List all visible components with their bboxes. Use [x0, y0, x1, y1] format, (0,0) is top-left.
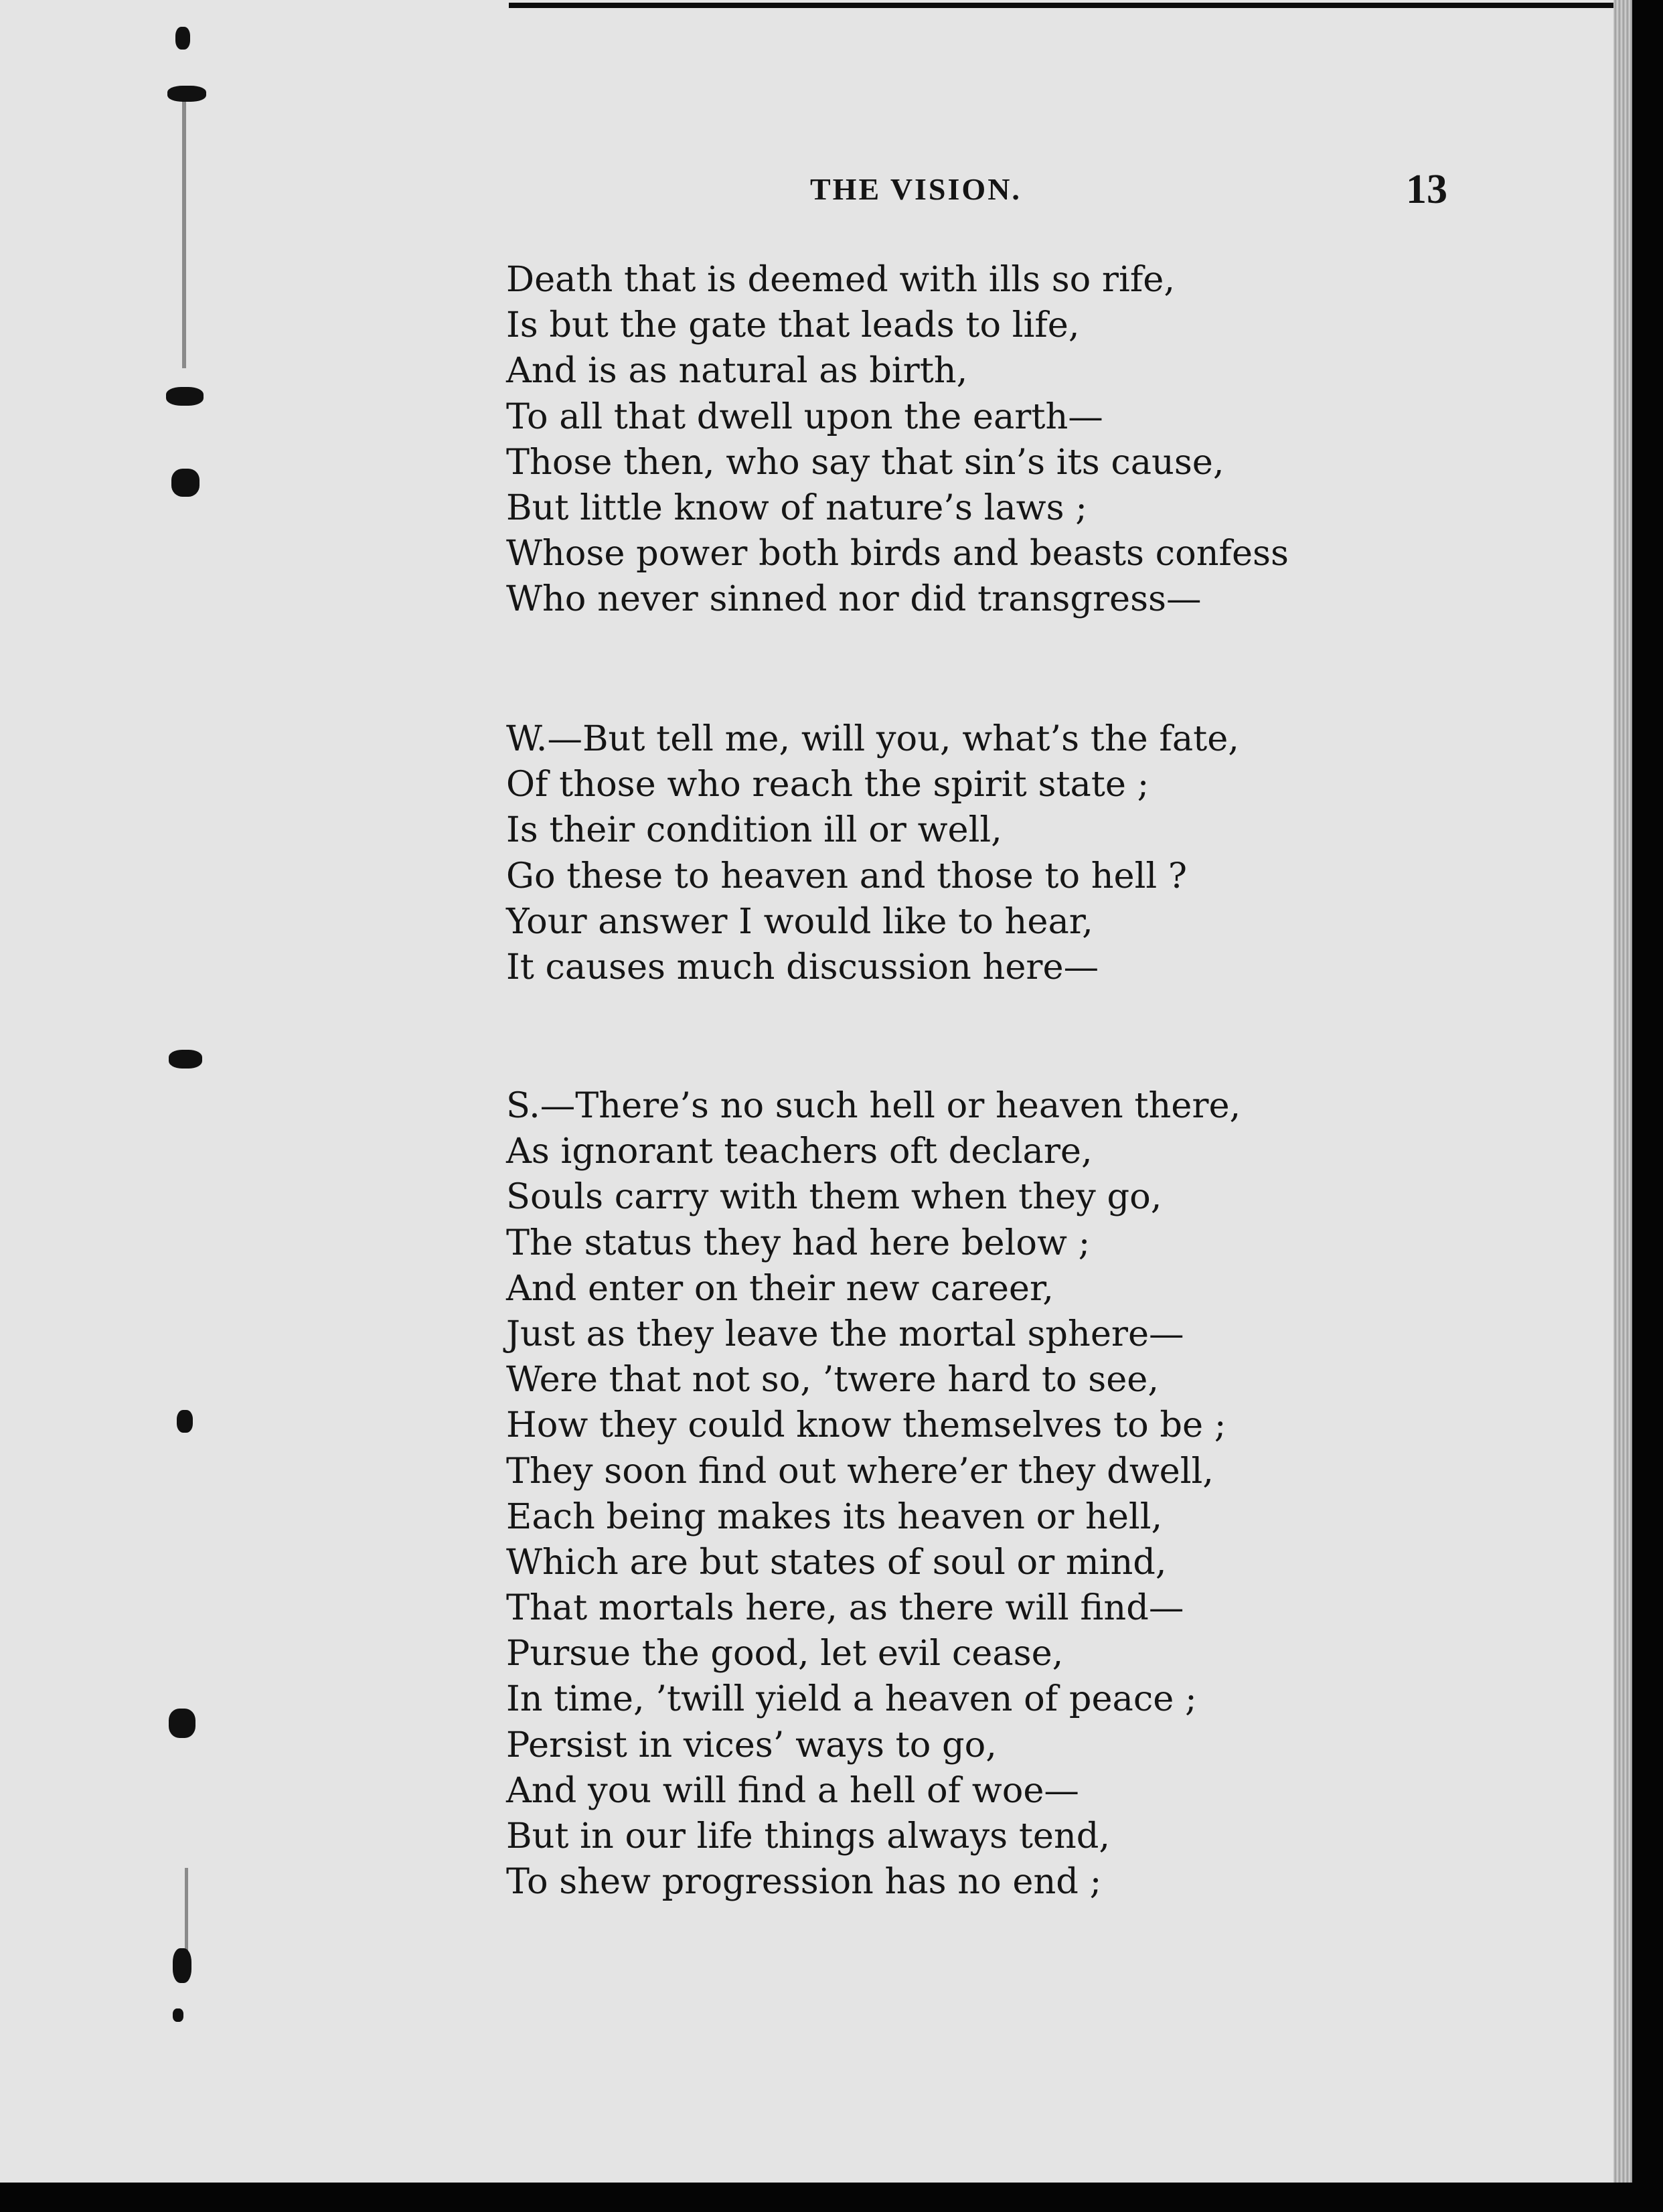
stanza — [506, 1083, 1241, 1905]
verse-line: Were that not so, ’twere hard to see, — [506, 1359, 1160, 1401]
binding-stitch-mark — [169, 1050, 202, 1069]
verse-line: To shew progression has no end ; — [506, 1861, 1102, 1903]
verse-line: In time, ’twill yield a heaven of peace ; — [506, 1678, 1197, 1720]
verse-line: That mortals here, as there will find— — [506, 1587, 1184, 1629]
binding-stitch-mark — [167, 86, 206, 102]
verse-line: Whose power both birds and beasts confess — [506, 533, 1289, 574]
verse-line: But in our life things always tend, — [506, 1816, 1111, 1856]
binding-stitch-mark — [173, 2008, 183, 2022]
stanza — [506, 257, 1289, 623]
binding-stitch-mark — [169, 1709, 195, 1738]
verse-line: How they could know themselves to be ; — [506, 1405, 1226, 1446]
verse-line: Of those who reach the spirit state ; — [506, 764, 1150, 805]
verse-line: Persist in vices’ ways to go, — [506, 1724, 997, 1765]
verse-line: Death that is deemed with ills so rife, — [506, 259, 1176, 300]
verse-line: Which are but states of soul or mind, — [506, 1541, 1167, 1583]
verse-line: And enter on their new career, — [506, 1267, 1054, 1309]
verse-line: Just as they leave the mortal sphere— — [506, 1313, 1184, 1354]
verse-line: Your answer I would like to hear, — [506, 900, 1093, 942]
page-number: 13 — [1406, 167, 1447, 212]
verse-line: Is but the gate that leads to life, — [506, 305, 1080, 346]
verse-line: And is as natural as birth, — [506, 350, 968, 392]
verse-line: It causes much discussion here— — [506, 946, 1099, 988]
verse-line: But little know of nature’s laws ; — [506, 487, 1087, 528]
scan-border-right — [1632, 0, 1663, 2212]
verse-line: And you will find a hell of woe— — [506, 1769, 1079, 1811]
verse-line: S.—There’s no such hell or heaven there, — [506, 1085, 1241, 1126]
binding-crease — [182, 100, 186, 368]
verse-line: Go these to heaven and those to hell ? — [506, 855, 1188, 896]
verse-line: They soon find out where’er they dwell, — [506, 1450, 1214, 1492]
running-head: THE VISION. — [810, 172, 1022, 206]
verse-line: As ignorant teachers oft declare, — [506, 1131, 1093, 1172]
binding-stitch-mark — [177, 1410, 193, 1433]
scan-border-bottom — [0, 2183, 1663, 2212]
binding-stitch-mark — [173, 1948, 191, 1983]
verse-line: Souls carry with them when they go, — [506, 1176, 1162, 1218]
top-edge-rule — [509, 3, 1663, 8]
verse-line: Each being makes its heaven or hell, — [506, 1496, 1163, 1537]
verse-line: The status they had here below ; — [506, 1222, 1091, 1263]
binding-crease — [185, 1868, 188, 1962]
binding-stitch-mark — [166, 387, 204, 406]
verse-line: To all that dwell upon the earth— — [506, 396, 1103, 437]
binding-stitch-mark — [175, 27, 190, 50]
page-edge-stack — [1613, 0, 1632, 2183]
verse-line: Pursue the good, let evil cease, — [506, 1633, 1064, 1674]
binding-stitch-mark — [171, 469, 200, 497]
stanza — [506, 716, 1239, 990]
verse-line: W.—But tell me, will you, what’s the fate, — [506, 718, 1239, 759]
verse-line: Is their condition ill or well, — [506, 809, 1002, 851]
verse-line: Those then, who say that sin’s its cause, — [506, 441, 1224, 483]
verse-line: Who never sinned nor did transgress— — [506, 578, 1202, 620]
